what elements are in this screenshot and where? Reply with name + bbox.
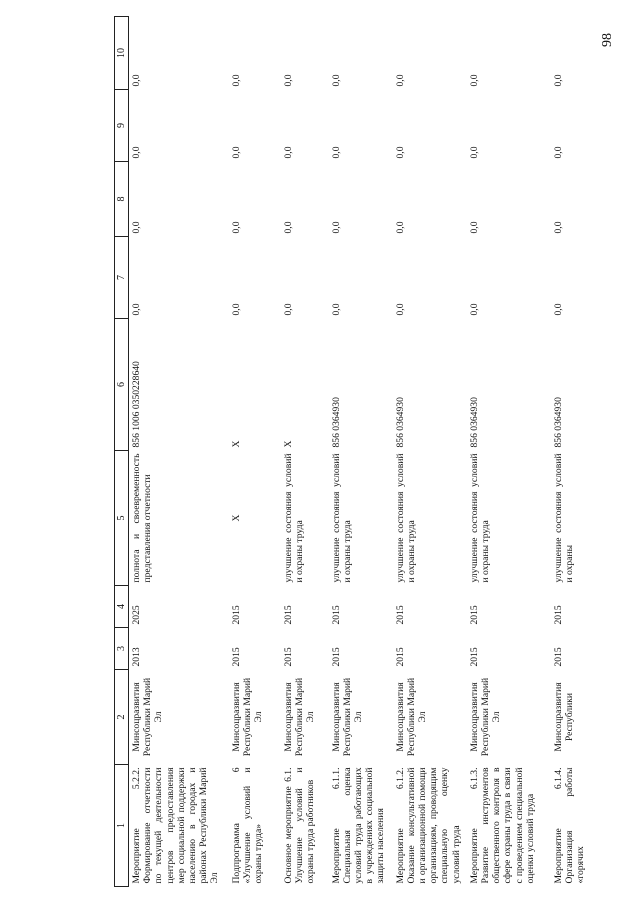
cell-col3: 2015	[468, 647, 480, 667]
cell-col4: 2015	[282, 605, 294, 625]
header-cell: 6	[115, 319, 129, 451]
cell-col2: Минсоцразвития Республики	[552, 682, 575, 752]
cell-col5: улучшение состояния условий и охраны	[552, 453, 575, 583]
header-cell: 1	[115, 765, 129, 887]
cell-col4: 2015	[394, 605, 406, 625]
cell-col1: Подпрограмма 6 «Улучшение условий и охраны труда»	[230, 767, 264, 884]
cell-col7: 0,0	[552, 303, 564, 316]
cell-col4: 2015	[330, 605, 342, 625]
cell-col10: 0,0	[330, 74, 342, 87]
cell-col9: 0,0	[468, 146, 480, 159]
cell-col10: 0,0	[131, 74, 142, 87]
cell-col2: Минсоцразвития Республики Марий Эл	[282, 677, 316, 757]
cell-col4: 2015	[552, 605, 564, 625]
cell-col7: 0,0	[394, 303, 406, 316]
cell-col2: Минсоцразвития Республики Марий Эл	[330, 677, 364, 757]
cell-col4: 2015	[468, 605, 480, 625]
cell-col8: 0,0	[468, 221, 480, 234]
program-table	[114, 16, 591, 887]
cell-col6: 856 0364930	[330, 397, 342, 448]
cell-col6: 856 0364930	[552, 397, 564, 448]
cell-col9: 0,0	[131, 146, 142, 159]
cell-col3: 2015	[230, 647, 242, 667]
cell-col1: Мероприятие 6.1.3. Развитие инструментов общественного контроля в сфере охраны труда в связи с проведением специальной оценки условий труда	[468, 767, 536, 884]
cell-col8: 0,0	[394, 221, 406, 234]
cell-col8: 0,0	[552, 221, 564, 234]
cell-col6: 856 0364930	[394, 397, 406, 448]
cell-col8: 0,0	[282, 221, 294, 234]
cell-col3: 2015	[552, 647, 564, 667]
table-row	[329, 17, 393, 887]
cell-col4: 2025	[131, 605, 142, 625]
header-cell: 4	[115, 586, 129, 628]
table-row	[467, 17, 551, 887]
cell-col5: улучшение состояния условий и охраны труда	[282, 453, 305, 583]
cell-col7: 0,0	[468, 303, 480, 316]
cell-col3: 2015	[330, 647, 342, 667]
cell-col4: 2015	[230, 605, 242, 625]
cell-col9: 0,0	[552, 146, 564, 159]
table-row	[551, 17, 592, 887]
cell-col1: Мероприятие 6.1.1. Специальная оценка условий труда работающих в учреждениях социальной защиты населения	[330, 767, 387, 884]
header-cell: 9	[115, 90, 129, 162]
cell-col8: 0,0	[330, 221, 342, 234]
cell-col10: 0,0	[394, 74, 406, 87]
cell-col5: X	[230, 514, 242, 522]
table-row	[281, 17, 329, 887]
header-cell: 2	[115, 670, 129, 765]
cell-col6: X	[230, 440, 242, 448]
cell-col9: 0,0	[394, 146, 406, 159]
cell-col10: 0,0	[552, 74, 564, 87]
cell-col10: 0,0	[230, 74, 242, 87]
cell-col3: 2015	[282, 647, 294, 667]
cell-col3: 2013	[131, 647, 142, 667]
header-cell: 10	[115, 17, 129, 90]
cell-col2: Минсоцразвития Республики Марий Эл	[468, 677, 503, 757]
cell-col7: 0,0	[330, 303, 342, 316]
cell-col5: улучшение состояния условий и охраны труда	[330, 453, 353, 583]
cell-col6: 856 0364930	[468, 397, 480, 448]
cell-col2: Минсоцразвития Республики Марий Эл	[394, 677, 428, 757]
table-row	[229, 17, 281, 887]
page-number: 98	[600, 33, 615, 47]
table-row	[129, 17, 229, 887]
cell-col7: 0,0	[282, 303, 294, 316]
cell-col2: Минсоцразвития Республики Марий Эл	[131, 677, 165, 757]
cell-col2: Минсоцразвития Республики Марий Эл	[230, 677, 264, 757]
header-cell: 7	[115, 237, 129, 319]
cell-col10: 0,0	[468, 74, 480, 87]
cell-col7: 0,0	[131, 303, 142, 316]
cell-col10: 0,0	[282, 74, 294, 87]
cell-col9: 0,0	[330, 146, 342, 159]
cell-col5: улучшение состояния условий и охраны труда	[468, 453, 491, 583]
header-cell: 3	[115, 628, 129, 670]
header-cell: 5	[115, 451, 129, 586]
cell-col6: X	[282, 440, 294, 448]
cell-col1: Мероприятие 6.1.4. Организация работы «горячих	[552, 767, 587, 884]
cell-col3: 2015	[394, 647, 406, 667]
table-row	[393, 17, 467, 887]
cell-col7: 0,0	[230, 303, 242, 316]
table-header-row	[115, 17, 129, 887]
cell-col1: Мероприятие 6.1.2. Оказание консультативной и организационной помощи организациям, проводящим специальную оценку условий труда	[394, 767, 462, 884]
cell-col5: полнота и своевременность представления отчетности	[131, 453, 154, 583]
cell-col9: 0,0	[282, 146, 294, 159]
header-cell: 8	[115, 162, 129, 237]
cell-col5: улучшение состояния условий и охраны труда	[394, 453, 417, 583]
cell-col1: Мероприятие 5.2.2. Формирование отчетности по текущей деятельности центров предоставления мер социальной поддержки населению в городах и районах Республики Марий Эл	[131, 767, 221, 884]
cell-col1: Основное мероприятие 6.1. Улучшение условий и охраны труда работников	[282, 767, 316, 884]
cell-col8: 0,0	[230, 221, 242, 234]
cell-col8: 0,0	[131, 221, 142, 234]
cell-col9: 0,0	[230, 146, 242, 159]
cell-col6: 856 1006 0350228640	[131, 361, 142, 448]
